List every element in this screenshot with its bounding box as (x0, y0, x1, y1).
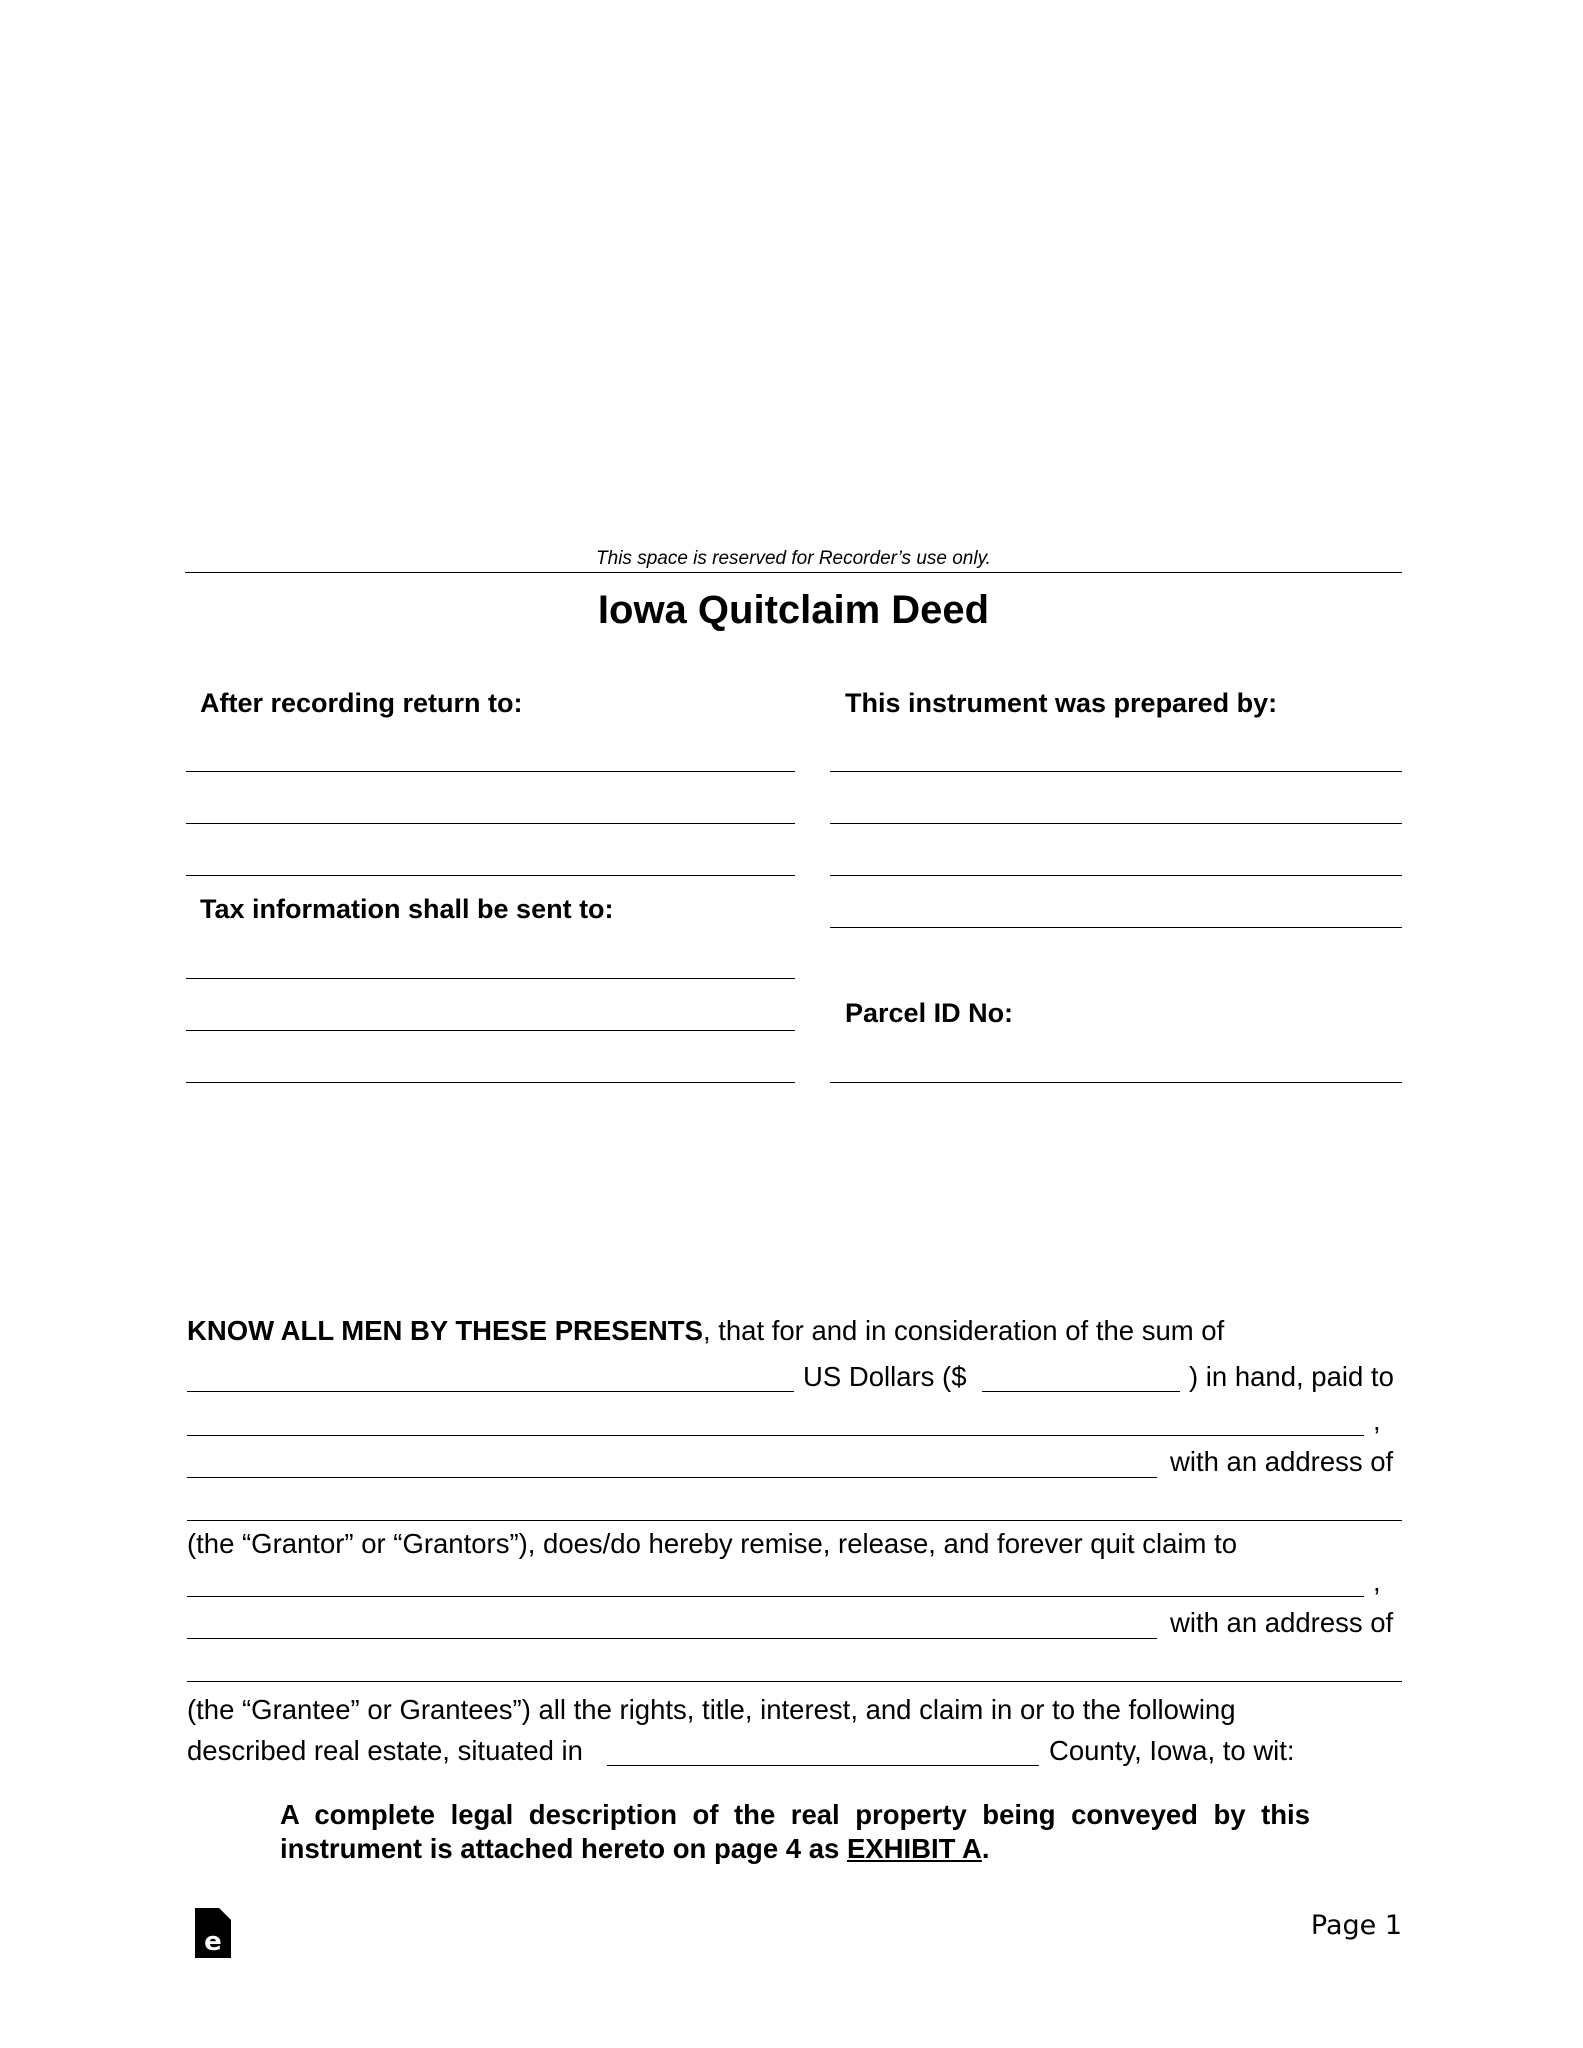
svg-text:e: e (204, 1927, 222, 1957)
exhibit-a-link[interactable]: EXHIBIT A (846, 1833, 982, 1864)
prepared-by-line-3[interactable] (830, 875, 1402, 876)
know-all-rest: , that for and in consideration of the sum of (702, 1315, 1225, 1346)
sum-words-blank[interactable] (187, 1391, 794, 1392)
grantee-comma: , (1373, 1566, 1381, 1597)
grantor-name-blank[interactable] (187, 1435, 1364, 1436)
tax-info-line-2[interactable] (186, 1030, 795, 1031)
grantee-with-address: with an address of (1170, 1607, 1394, 1638)
described-in-text: described real estate, situated in (187, 1735, 583, 1766)
recorder-divider (185, 572, 1402, 573)
return-to-label: After recording return to: (200, 688, 523, 718)
return-to-line-2[interactable] (186, 823, 795, 824)
in-hand-text: ) in hand, paid to (1189, 1361, 1394, 1392)
prepared-by-label: This instrument was prepared by: (845, 688, 1278, 718)
county-blank[interactable] (607, 1765, 1039, 1766)
document-e-logo-icon (195, 1908, 231, 1958)
recorder-reserved-note: This space is reserved for Recorder’s use only. (596, 548, 991, 569)
parcel-id-label: Parcel ID No: (845, 998, 1014, 1028)
grantee-clause: (the “Grantee” or Grantees”) all the rights, title, interest, and claim in or to the following (187, 1694, 1236, 1725)
grantee-address-blank-1[interactable] (187, 1638, 1157, 1639)
tax-info-line-3[interactable] (186, 1082, 795, 1083)
grantee-address-blank-2[interactable] (187, 1681, 1402, 1682)
us-dollars-text: US Dollars ($ (803, 1361, 967, 1392)
document-title: Iowa Quitclaim Deed (597, 588, 990, 632)
exhibit-period: . (981, 1833, 990, 1864)
prepared-by-line-4[interactable] (830, 927, 1402, 928)
exhibit-text: A complete legal description of the real property being conveyed by this instrument is attached hereto on page 4 as (280, 1799, 1310, 1864)
know-all-line (187, 1315, 1224, 1347)
grantor-address-blank-1[interactable] (187, 1477, 1157, 1478)
return-to-line-3[interactable] (186, 875, 795, 876)
county-iowa-text: County, Iowa, to wit: (1049, 1735, 1295, 1766)
grantor-comma: , (1373, 1405, 1381, 1436)
prepared-by-line-2[interactable] (830, 823, 1402, 824)
grantor-clause: (the “Grantor” or “Grantors”), does/do hereby remise, release, and forever quit claim to (187, 1528, 1238, 1559)
grantor-with-address: with an address of (1170, 1446, 1394, 1477)
sum-amount-blank[interactable] (982, 1391, 1180, 1392)
return-to-line-1[interactable] (186, 771, 795, 772)
page-number: Page 1 (1310, 1910, 1402, 1941)
tax-info-label: Tax information shall be sent to: (200, 894, 614, 924)
tax-info-line-1[interactable] (186, 978, 795, 979)
grantor-address-blank-2[interactable] (187, 1520, 1402, 1521)
parcel-id-line[interactable] (830, 1082, 1402, 1083)
prepared-by-line-1[interactable] (830, 771, 1402, 772)
exhibit-paragraph (280, 1798, 1310, 1866)
know-all-bold: KNOW ALL MEN BY THESE PRESENTS (187, 1315, 703, 1346)
grantee-name-blank[interactable] (187, 1596, 1364, 1597)
